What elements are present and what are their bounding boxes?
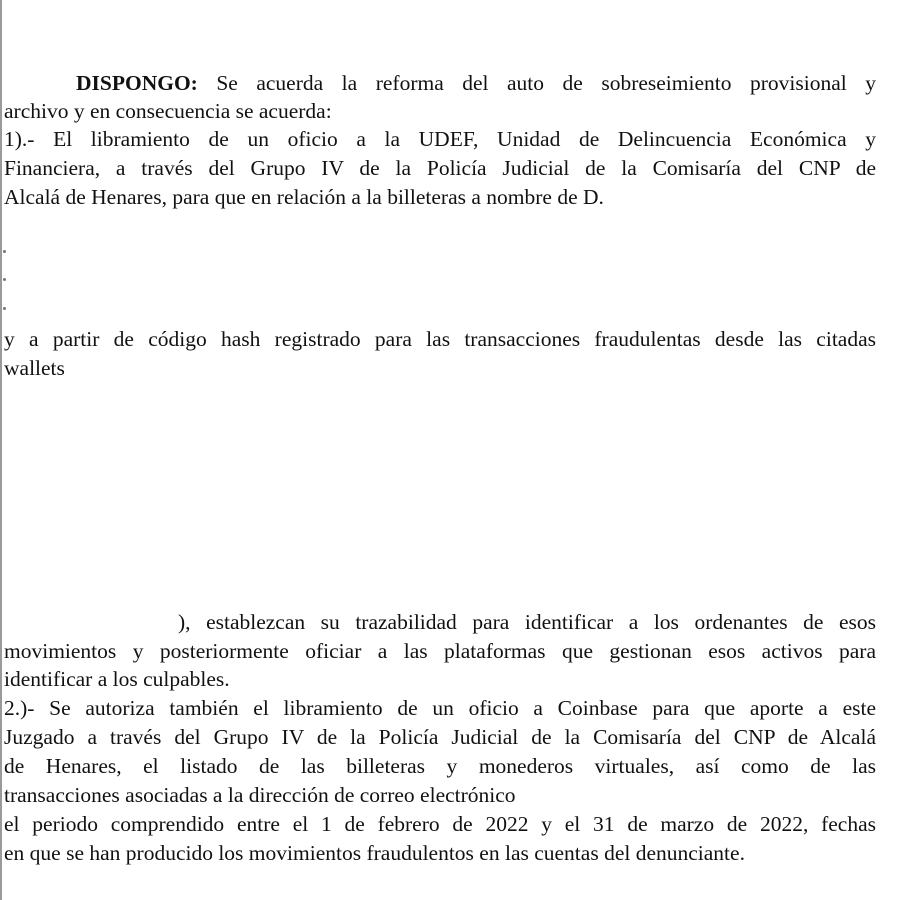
disponongo-text: Se acuerda la reforma del auto de sobreseimiento provisional y: [197, 71, 876, 95]
item2-line-6: en que se han producido los movimientos fraudulentos en las cuentas del denunciante.: [4, 841, 745, 865]
redaction-mark: [3, 250, 6, 253]
item2-line-4: transacciones asociadas a la dirección de correo electrónico: [4, 783, 516, 807]
item2-line-1: 2.)- Se autoriza también el libramiento de un oficio a Coinbase para que aporte a este: [4, 696, 876, 720]
item1-line-4: y a partir de código hash registrado para las transacciones fraudulentas desde las citadas: [4, 327, 876, 351]
item1-line-6: ), establezcan su trazabilidad para identificar a los ordenantes de esos: [178, 610, 876, 634]
page-left-edge: [0, 0, 2, 900]
item1-line-3: Alcalá de Henares, para que en relación a la billeteras a nombre de D.: [4, 185, 604, 209]
item1-line-2: Financiera, a través del Grupo IV de la Policía Judicial de la Comisaría del CNP de: [4, 156, 876, 180]
redaction-mark: [3, 278, 6, 281]
item1-line-1: 1).- El libramiento de un oficio a la UDEF, Unidad de Delincuencia Económica y: [4, 127, 876, 151]
redaction-mark: [3, 307, 6, 310]
item1-line-7: movimientos y posteriormente oficiar a las plataformas que gestionan esos activos para: [4, 639, 876, 663]
item1-line-5: wallets: [4, 356, 65, 380]
disponongo-line-2: archivo y en consecuencia se acuerda:: [4, 99, 332, 123]
disponongo-label: DISPONGO:: [76, 71, 198, 95]
item2-line-2: Juzgado a través del Grupo IV de la Policía Judicial de la Comisaría del CNP de Alcalá: [4, 725, 876, 749]
item2-line-3: de Henares, el listado de las billeteras y monederos virtuales, así como de las: [4, 754, 876, 778]
item2-line-5: el periodo comprendido entre el 1 de febrero de 2022 y el 31 de marzo de 2022, fechas: [4, 812, 876, 836]
item1-line-8: identificar a los culpables.: [4, 667, 230, 691]
disponongo-line-1: [76, 69, 876, 97]
